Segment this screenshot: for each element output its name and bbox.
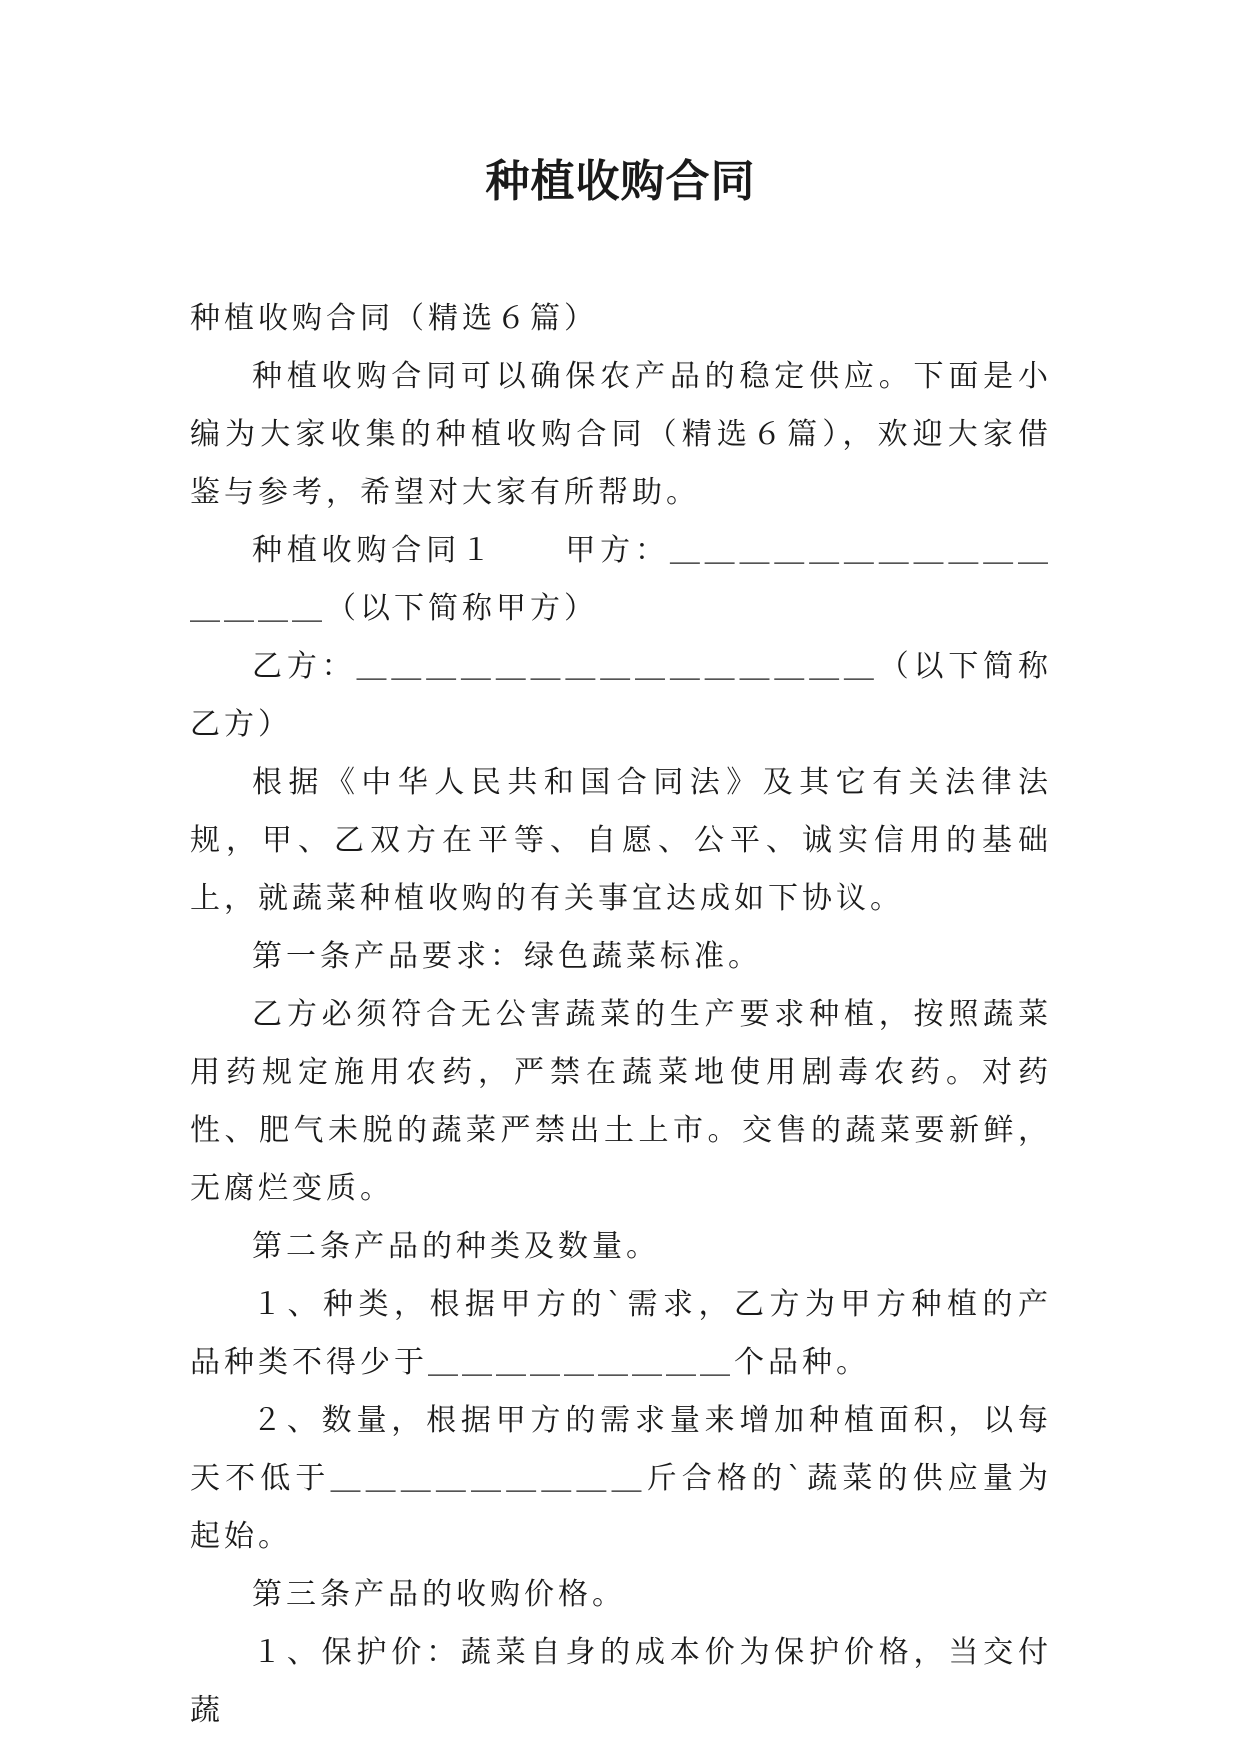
paragraph: １、保护价：蔬菜自身的成本价为保护价格，当交付蔬 xyxy=(190,1635,1052,1728)
paragraph: 第三条产品的收购价格。 xyxy=(252,1577,626,1612)
paragraph: 种植收购合同１ 甲方：＿＿＿＿＿＿＿＿＿＿＿＿＿＿＿（以下简称甲方） xyxy=(190,533,1052,626)
document-title: 种植收购合同 xyxy=(485,156,756,207)
paragraph: 根据《中华人民共和国合同法》及其它有关法律法规，甲、乙双方在平等、自愿、公平、诚实信用的基础上，就蔬菜种植收购的有关事宜达成如下协议。 xyxy=(190,765,1052,916)
paragraph: １、种类，根据甲方的`需求，乙方为甲方种植的产品种类不得少于＿＿＿＿＿＿＿＿＿个品种。 xyxy=(190,1287,1052,1380)
paragraph: 第一条产品要求：绿色蔬菜标准。 xyxy=(252,939,762,974)
paragraph: 种植收购合同（精选６篇） xyxy=(190,301,598,336)
paragraph: 种植收购合同可以确保农产品的稳定供应。下面是小编为大家收集的种植收购合同（精选６篇），欢迎大家借鉴与参考，希望对大家有所帮助。 xyxy=(190,359,1052,510)
paragraph: 第二条产品的种类及数量。 xyxy=(252,1229,660,1264)
paragraph: 乙方：＿＿＿＿＿＿＿＿＿＿＿＿＿＿＿（以下简称乙方） xyxy=(190,649,1052,742)
paragraph: 乙方必须符合无公害蔬菜的生产要求种植，按照蔬菜用药规定施用农药，严禁在蔬菜地使用剧毒农药。对药性、肥气未脱的蔬菜严禁出土上市。交售的蔬菜要新鲜，无腐烂变质。 xyxy=(190,997,1052,1206)
document-body xyxy=(190,290,1052,1740)
paragraph: ２、数量，根据甲方的需求量来增加种植面积，以每天不低于＿＿＿＿＿＿＿＿＿斤合格的`蔬菜的供应量为起始。 xyxy=(190,1403,1052,1554)
